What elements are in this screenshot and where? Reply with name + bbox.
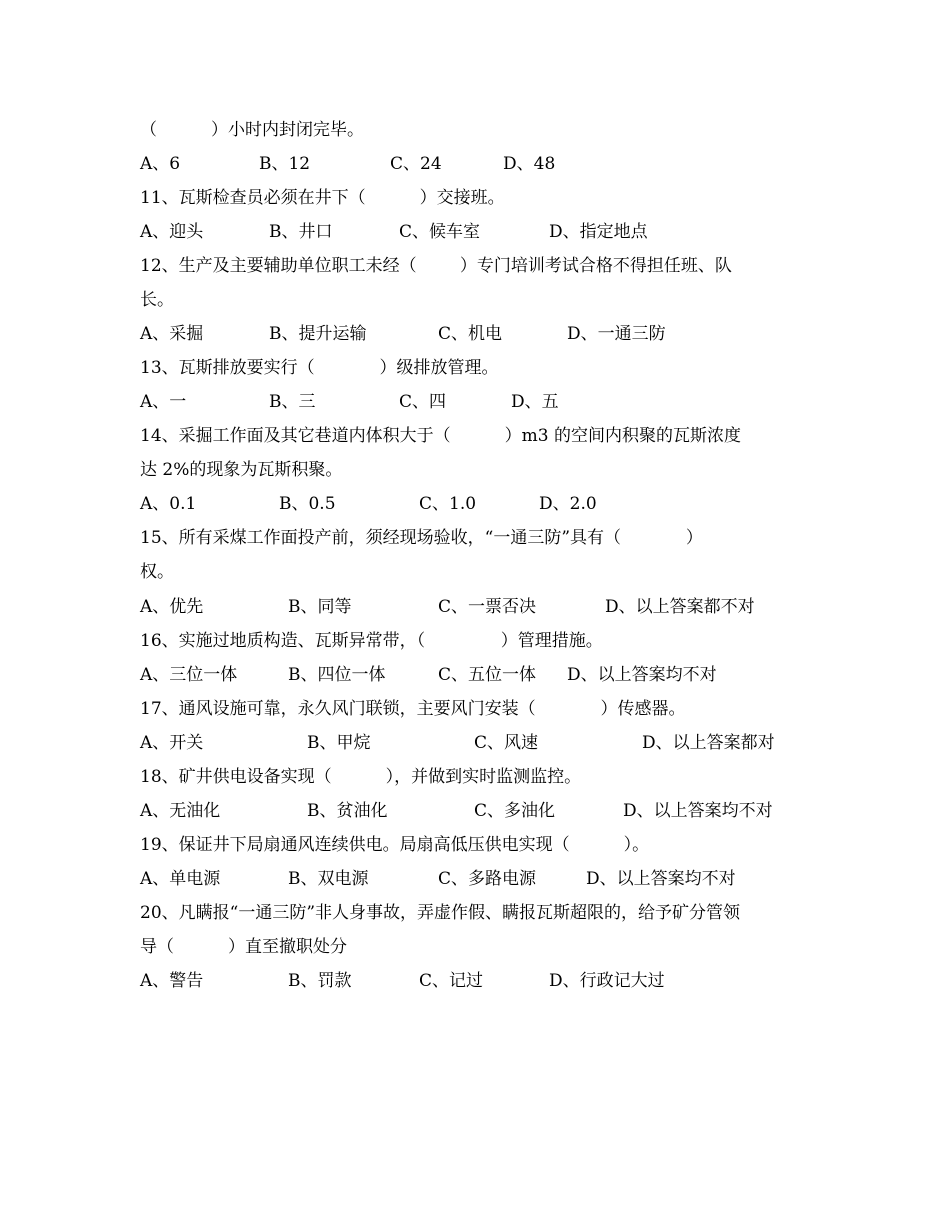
q11-option-d: D、指定地点 <box>549 222 648 242</box>
q19-option-b: B、双电源 <box>288 869 369 889</box>
q15-option-d: D、以上答案都不对 <box>605 597 755 617</box>
q15-option-b: B、同等 <box>288 597 352 617</box>
q14-option-d: D、2.0 <box>539 494 597 514</box>
q10-options <box>140 149 840 179</box>
q19-text: 19、保证井下局扇通风连续供电。局扇高低压供电实现（ ）。 <box>140 835 650 855</box>
q12-option-d: D、一通三防 <box>567 324 666 344</box>
q15-options <box>140 592 840 622</box>
q20-option-a: A、警告 <box>140 971 204 991</box>
q19-option-a: A、单电源 <box>140 869 221 889</box>
q20-option-d: D、行政记大过 <box>549 971 665 991</box>
q20-text: 20、凡瞒报“一通三防”非人身事故，弄虚作假、瞒报瓦斯超限的，给予矿分管领 <box>140 903 741 923</box>
q13-option-d: D、五 <box>511 392 559 412</box>
q16-option-c: C、五位一体 <box>438 665 537 685</box>
q10-option-a: A、6 <box>140 154 181 174</box>
q17-option-c: C、风速 <box>474 733 539 753</box>
q20-option-b: B、罚款 <box>288 971 352 991</box>
q13-option-c: C、四 <box>399 392 447 412</box>
q17-option-d: D、以上答案都对 <box>642 733 775 753</box>
q11-text: 11、瓦斯检查员必须在井下（ ）交接班。 <box>140 188 505 208</box>
q12-option-a: A、采掘 <box>140 324 204 344</box>
q11-option-b: B、井口 <box>269 222 333 242</box>
q19-option-d: D、以上答案均不对 <box>586 869 736 889</box>
q10-option-b: B、12 <box>259 154 311 174</box>
q17-options <box>140 728 840 758</box>
q11-option-c: C、候车室 <box>399 222 481 242</box>
q12-option-b: B、提升运输 <box>269 324 367 344</box>
q12-option-c: C、机电 <box>438 324 503 344</box>
q13-options <box>140 387 840 417</box>
q16-options <box>140 660 840 690</box>
q14-option-a: A、0.1 <box>140 494 197 514</box>
q17-option-a: A、开关 <box>140 733 204 753</box>
q10-text-cont: （ ）小时内封闭完毕。 <box>140 120 365 140</box>
q11-option-a: A、迎头 <box>140 222 204 242</box>
q11-options <box>140 217 840 247</box>
q16-option-b: B、四位一体 <box>288 665 386 685</box>
q14-options <box>140 489 840 519</box>
q12-options <box>140 319 840 349</box>
q18-option-c: C、多油化 <box>474 801 556 821</box>
q19-option-c: C、多路电源 <box>438 869 537 889</box>
q18-option-a: A、无油化 <box>140 801 221 821</box>
q20-option-c: C、记过 <box>419 971 484 991</box>
q15-option-a: A、优先 <box>140 597 204 617</box>
q18-options <box>140 796 840 826</box>
q19-options <box>140 864 840 894</box>
q15-option-c: C、一票否决 <box>438 597 537 617</box>
q12-text: 12、生产及主要辅助单位职工未经（ ）专门培训考试合格不得担任班、队 <box>140 256 732 276</box>
q16-text: 16、实施过地质构造、瓦斯异常带，（ ）管理措施。 <box>140 631 603 651</box>
q18-option-d: D、以上答案均不对 <box>623 801 773 821</box>
q20-text-cont: 导（ ）直至撤职处分 <box>140 937 348 957</box>
q14-option-c: C、1.0 <box>419 494 477 514</box>
q14-text-cont: 达 2%的现象为瓦斯积聚。 <box>140 460 343 480</box>
q16-option-d: D、以上答案均不对 <box>567 665 717 685</box>
q10-option-c: C、24 <box>390 154 442 174</box>
q15-text: 15、所有采煤工作面投产前，须经现场验收，“一通三防”具有（ ） <box>140 528 703 548</box>
q17-option-b: B、甲烷 <box>307 733 371 753</box>
q16-option-a: A、三位一体 <box>140 665 238 685</box>
q18-option-b: B、贫油化 <box>307 801 388 821</box>
q13-option-a: A、一 <box>140 392 187 412</box>
q13-text: 13、瓦斯排放要实行（ ）级排放管理。 <box>140 358 499 378</box>
q13-option-b: B、三 <box>269 392 316 412</box>
q14-text: 14、采掘工作面及其它巷道内体积大于（ ）m3 的空间内积聚的瓦斯浓度 <box>140 426 742 446</box>
q14-option-b: B、0.5 <box>279 494 336 514</box>
q20-options <box>140 966 840 996</box>
q15-text-cont: 权。 <box>140 562 174 582</box>
q18-text: 18、矿井供电设备实现（ ），并做到实时监测监控。 <box>140 767 582 787</box>
q10-option-d: D、48 <box>503 154 556 174</box>
q12-text-cont: 长。 <box>140 290 174 310</box>
q17-text: 17、通风设施可靠，永久风门联锁，主要风门安装（ ）传感器。 <box>140 699 686 719</box>
